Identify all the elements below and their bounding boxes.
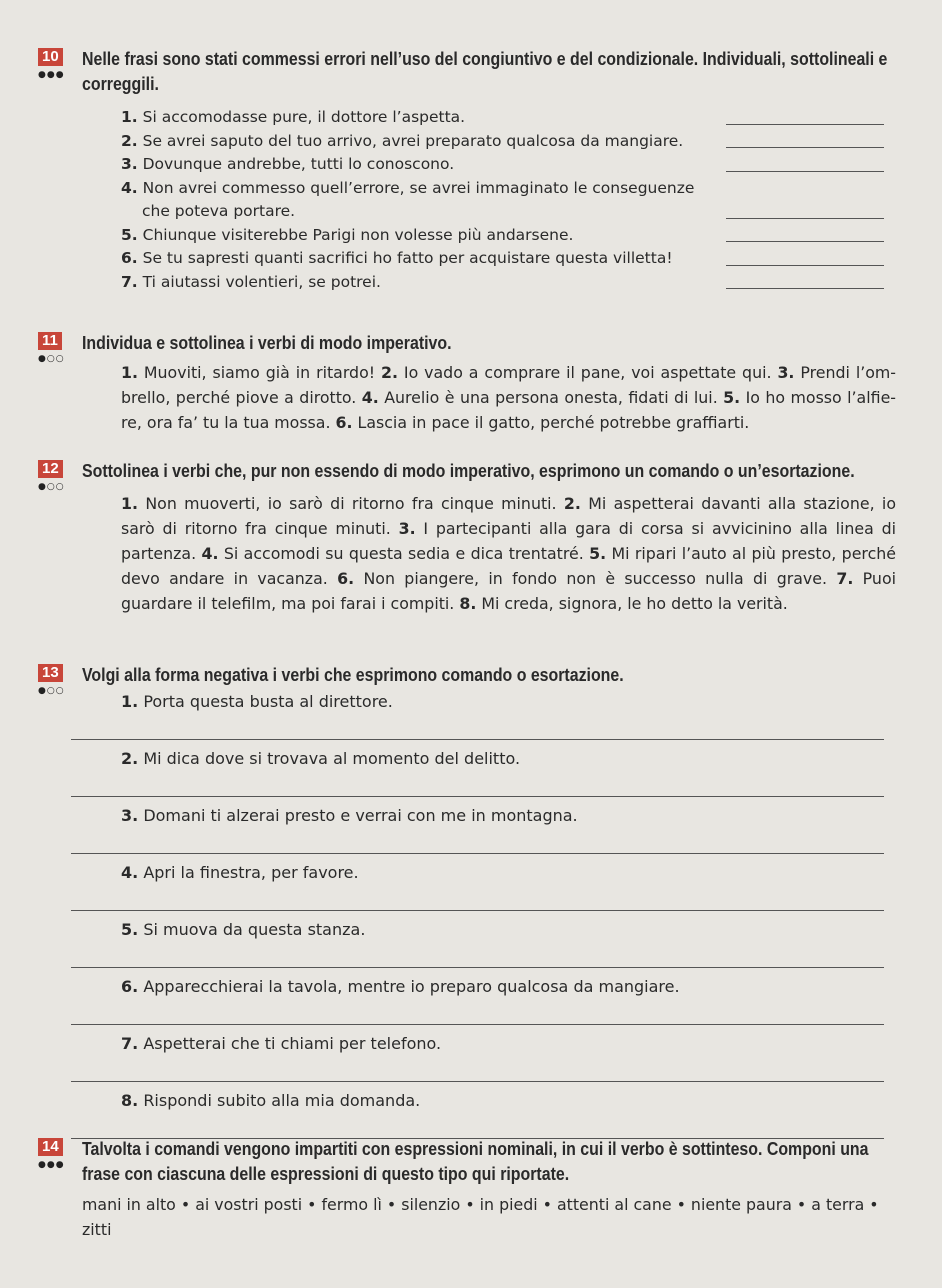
list-item: 8. Rispondi subito alla mia domanda. [121, 1091, 421, 1110]
answer-blank[interactable] [71, 943, 884, 968]
exercise-10-header [36, 46, 896, 96]
answer-blank[interactable] [71, 772, 884, 797]
exercise-title: Sottolinea i verbi che, pur non essendo di modo imperativo, esprimono un comando o un’esortazione. [82, 460, 855, 481]
list-item: 7. Ti aiutassi volentieri, se potrei. [36, 271, 896, 295]
exercise-number: 12 [38, 460, 63, 478]
list-item: 4. Non avrei commesso quell’errore, se avrei immaginato le conseguenze [121, 178, 695, 197]
answer-blank[interactable] [726, 171, 884, 172]
exercise-14 [36, 1136, 896, 1242]
difficulty-dots-icon: ●●● [38, 1160, 65, 1170]
list-item: 2. Se avrei saputo del tuo arrivo, avrei preparato qualcosa da mangiare. [36, 130, 896, 154]
list-item: 7. Aspetterai che ti chiami per telefono. [121, 1034, 442, 1053]
exercise-10-items [36, 106, 896, 294]
exercise-10 [36, 46, 896, 294]
list-item: 5. Si muova da questa stanza. [121, 920, 366, 939]
exercise-number: 13 [38, 664, 63, 682]
exercise-title: Nelle frasi sono stati commessi errori nell’uso del congiuntivo e del condizionale. Individuali, sottolineali e correggili. [82, 48, 888, 94]
list-item: 3. Dovunque andrebbe, tutti lo conoscono. [36, 153, 896, 177]
difficulty-dots-icon: ●○○ [38, 482, 65, 492]
list-item: 6. Se tu sapresti quanti sacrifici ho fatto per acquistare questa villetta! [36, 247, 896, 271]
exercise-number: 11 [38, 332, 62, 350]
answer-blank[interactable] [71, 829, 884, 854]
exercise-14-header [36, 1136, 896, 1186]
exercise-12-header [36, 458, 896, 492]
exercise-11-header [36, 330, 896, 364]
list-item: che poteva portare. [36, 200, 896, 224]
exercise-title: Individua e sottolinea i verbi di modo imperativo. [82, 332, 452, 353]
answer-blank[interactable] [71, 715, 884, 740]
answer-blank[interactable] [71, 886, 884, 911]
exercise-12 [36, 458, 896, 616]
exercise-number: 14 [38, 1138, 63, 1156]
exercise-13 [36, 662, 896, 1145]
list-item: 3. Domani ti alzerai presto e verrai con me in montagna. [121, 806, 578, 825]
list-item: 1. Porta questa busta al direttore. [121, 692, 393, 711]
exercise-number: 10 [38, 48, 63, 66]
difficulty-dots-icon: ●●● [38, 70, 65, 80]
exercise-title: Talvolta i comandi vengono impartiti con espressioni nominali, in cui il verbo è sottinteso. Componi una frase con ciascuna delle espressioni di questo tipo qui riportate. [82, 1138, 869, 1184]
list-item: 5. Chiunque visiterebbe Parigi non volesse più andarsene. [36, 224, 896, 248]
exercise-12-text: 1. Non muoverti, io sarò di ritorno fra cinque minuti. 2. Mi aspetterai davanti alla stazione, io sarò di ritorno fra cinque minuti. 3. I partecipanti alla gara di corsa si avvicinino alla linea di partenza. 4. Si accomodi su questa sedia e dica trentatré. 5. Mi ripari l’auto al più presto, perché devo andare in vacanza. 6. Non piangere, in fondo non è successo nulla di grave. 7. Puoi guardare il telefilm, ma poi farai i compiti. 8. Mi creda, signora, le ho detto la verità. [121, 494, 897, 613]
exercise-title: Volgi alla forma negativa i verbi che esprimono comando o esortazione. [82, 664, 624, 685]
answer-blank[interactable] [71, 1057, 884, 1082]
list-item: 4. Apri la finestra, per favore. [121, 863, 359, 882]
difficulty-dots-icon: ●○○ [38, 686, 65, 696]
answer-blank[interactable] [726, 147, 884, 148]
answer-blank[interactable] [726, 218, 884, 219]
answer-blank[interactable] [726, 124, 884, 125]
difficulty-dots-icon: ●○○ [38, 354, 65, 364]
list-item: 6. Apparecchierai la tavola, mentre io preparo qualcosa da mangiare. [121, 977, 680, 996]
answer-blank[interactable] [726, 265, 884, 266]
answer-blank[interactable] [726, 288, 884, 289]
answer-blank[interactable] [71, 1000, 884, 1025]
list-item: 1. Si accomodasse pure, il dottore l’aspetta. [36, 106, 896, 130]
answer-blank[interactable] [726, 241, 884, 242]
exercise-11 [36, 330, 896, 435]
exercise-13-header [36, 662, 896, 696]
exercise-11-text: 1. Muoviti, siamo già in ritardo! 2. Io vado a comprare il pane, voi aspettate qui. 3. Prendi l’ombrello, perché piove a dirotto. 4. Aurelio è una persona onesta, fidati di lui. 5. Io ho mosso l’alfiere, ora fa’ tu la tua mossa. 6. Lascia in pace il gatto, perché potrebbe graffiarti. [121, 363, 896, 432]
exercise-13-items [36, 689, 896, 1139]
expression-list: mani in alto • ai vostri posti • fermo lì • silenzio • in piedi • attenti al cane • niente paura • a terra • zitti [82, 1195, 879, 1239]
list-item: 2. Mi dica dove si trovava al momento del delitto. [121, 749, 521, 768]
